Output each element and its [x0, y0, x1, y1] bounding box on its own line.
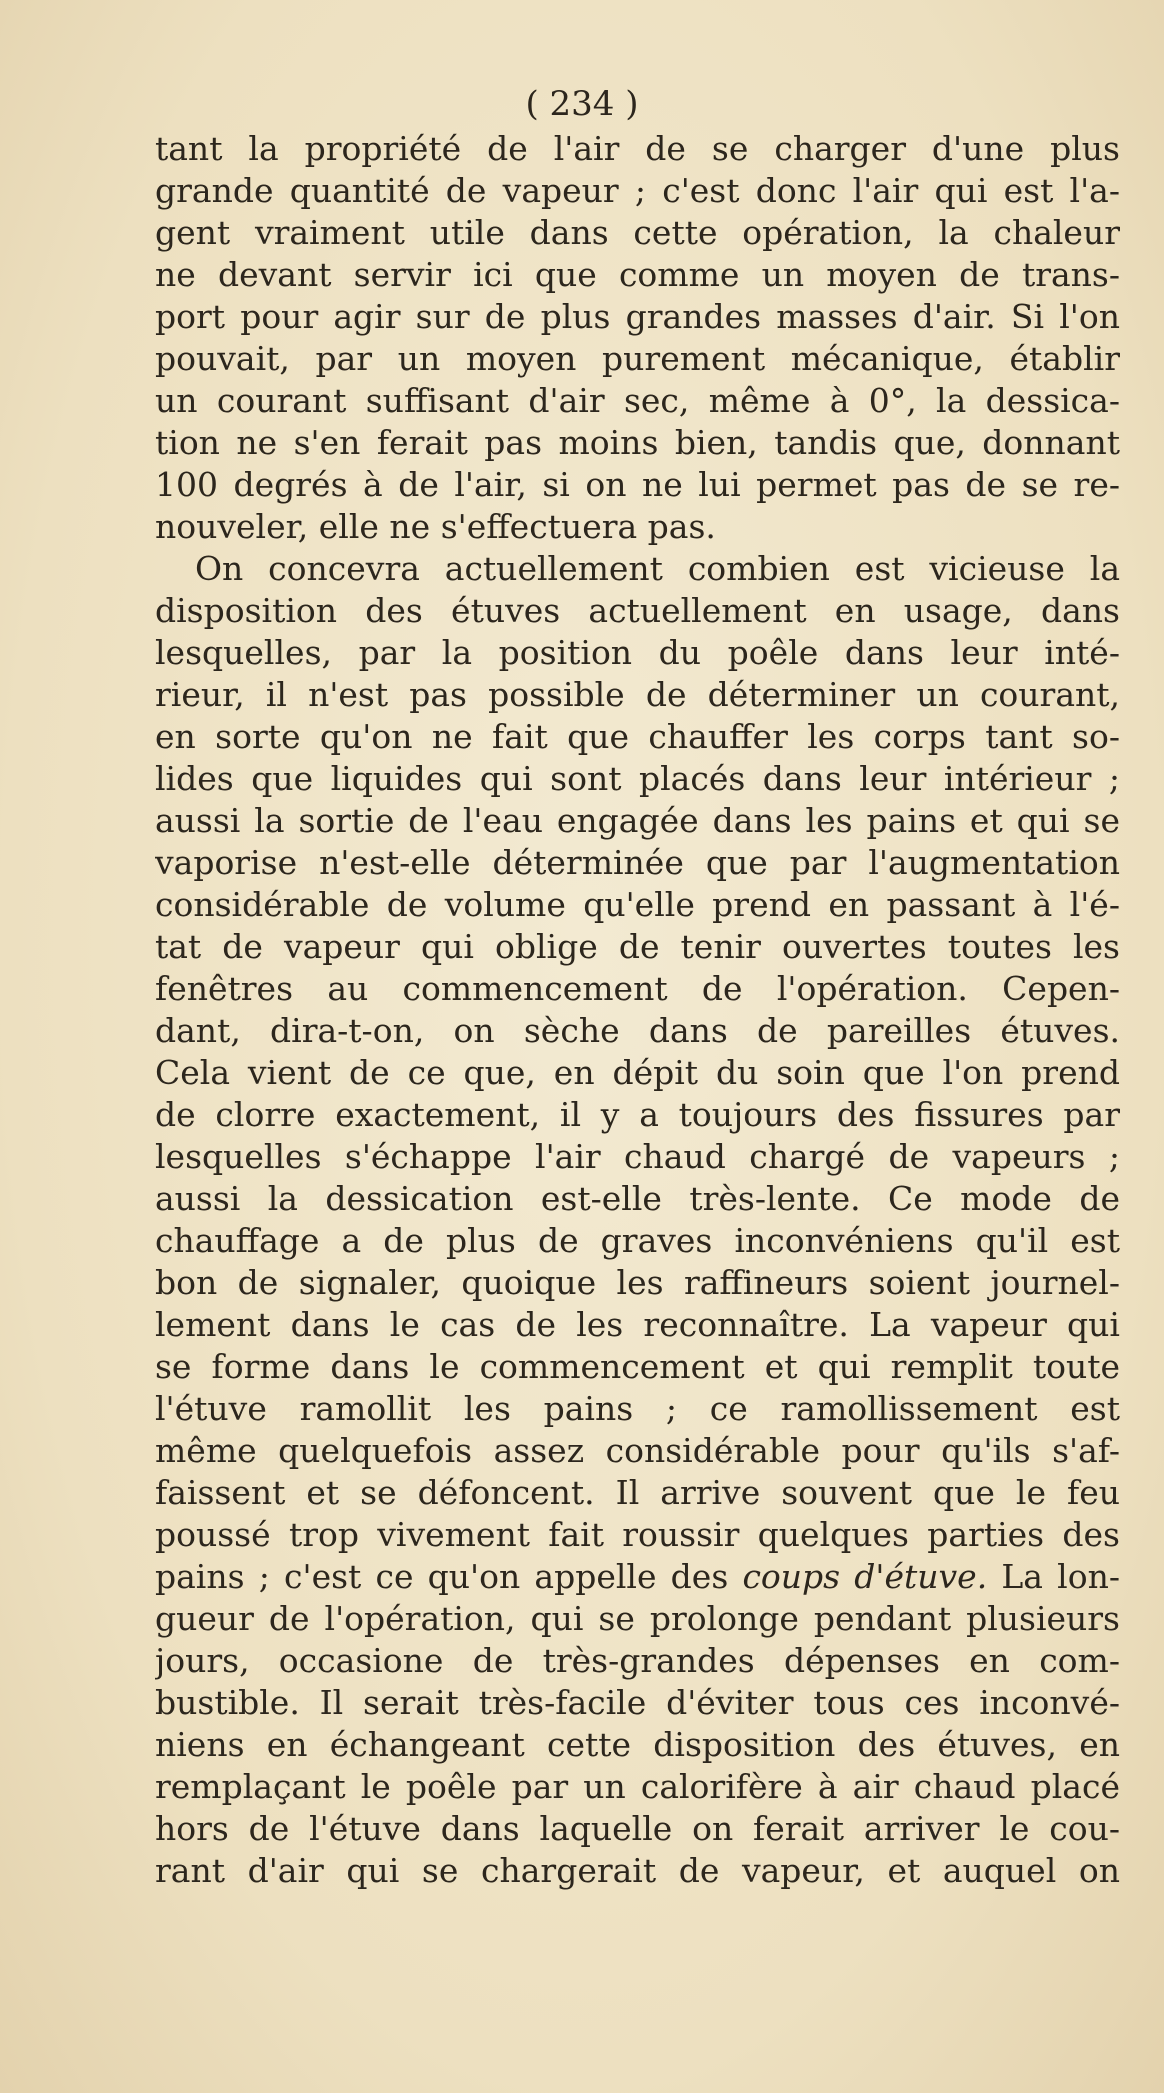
text-line: de clorre exactement, il y a toujours des fissures par: [155, 1095, 1120, 1134]
text-line: ne devant servir ici que comme un moyen de trans-: [155, 255, 1120, 294]
text-line: faissent et se défoncent. Il arrive souvent que le feu: [155, 1473, 1120, 1512]
text-line: jours, occasione de très-grandes dépenses en com-: [155, 1641, 1120, 1680]
text-line: fenêtres au commencement de l'opération. Cepen-: [155, 969, 1120, 1008]
text-line: se forme dans le commencement et qui remplit toute: [155, 1347, 1120, 1386]
paragraph-2: [155, 548, 1120, 1892]
text-line: vaporise n'est-elle déterminée que par l'augmentation: [155, 843, 1120, 882]
text-line: considérable de volume qu'elle prend en passant à l'é-: [155, 885, 1120, 924]
text-line: bon de signaler, quoique les raffineurs soient journel-: [155, 1263, 1120, 1302]
text-run: La lon-: [987, 1557, 1120, 1596]
text-line: lement dans le cas de les reconnaître. La vapeur qui: [155, 1305, 1120, 1344]
text-line: un courant suffisant d'air sec, même à 0°, la dessica-: [155, 381, 1120, 420]
paragraph-1: [155, 128, 1120, 548]
page-number: ( 234 ): [525, 84, 639, 124]
text-line: poussé trop vivement fait roussir quelques parties des: [155, 1515, 1120, 1554]
text-line: aussi la sortie de l'eau engagée dans les pains et qui se: [155, 801, 1120, 840]
text-line: tion ne s'en ferait pas moins bien, tandis que, donnant: [155, 423, 1120, 462]
text-line: rant d'air qui se chargerait de vapeur, et auquel on: [155, 1851, 1120, 1890]
text-line: lides que liquides qui sont placés dans leur intérieur ;: [155, 759, 1120, 798]
text-line: rieur, il n'est pas possible de déterminer un courant,: [155, 675, 1120, 714]
text-line: nouveler, elle ne s'effectuera pas.: [155, 507, 716, 546]
text-line: pouvait, par un moyen purement mécanique, établir: [155, 339, 1120, 378]
text-line: même quelquefois assez considérable pour qu'ils s'af-: [155, 1431, 1120, 1470]
text-line: chauffage a de plus de graves inconvéniens qu'il est: [155, 1221, 1120, 1260]
text-line: lesquelles s'échappe l'air chaud chargé de vapeurs ;: [155, 1137, 1120, 1176]
text-line: l'étuve ramollit les pains ; ce ramollissement est: [155, 1389, 1120, 1428]
text-line: aussi la dessication est-elle très-lente. Ce mode de: [155, 1179, 1120, 1218]
text-line: gueur de l'opération, qui se prolonge pendant plusieurs: [155, 1599, 1120, 1638]
text-line: Cela vient de ce que, en dépit du soin que l'on prend: [155, 1053, 1120, 1092]
text-line: port pour agir sur de plus grandes masses d'air. Si l'on: [155, 297, 1120, 336]
text-line: tant la propriété de l'air de se charger d'une plus: [155, 129, 1120, 168]
text-line: dant, dira-t-on, on sèche dans de pareilles étuves.: [155, 1011, 1120, 1050]
text-line: disposition des étuves actuellement en usage, dans: [155, 591, 1120, 630]
text-line-coups-d-etuve: [155, 1556, 1120, 1598]
text-line: en sorte qu'on ne fait que chauffer les corps tant so-: [155, 717, 1120, 756]
text-line: On concevra actuellement combien est vicieuse la: [195, 549, 1120, 588]
text-line: gent vraiment utile dans cette opération, la chaleur: [155, 213, 1120, 252]
text-line: grande quantité de vapeur ; c'est donc l'air qui est l'a-: [155, 171, 1120, 210]
italic-term: coups d'étuve.: [742, 1557, 988, 1596]
body-text: [155, 128, 1120, 1892]
text-line: 100 degrés à de l'air, si on ne lui permet pas de se re-: [155, 465, 1120, 504]
text-run: pains ; c'est ce qu'on appelle des: [155, 1557, 743, 1596]
text-line: remplaçant le poêle par un calorifère à air chaud placé: [155, 1767, 1120, 1806]
text-line: hors de l'étuve dans laquelle on ferait arriver le cou-: [155, 1809, 1120, 1848]
text-line: tat de vapeur qui oblige de tenir ouvertes toutes les: [155, 927, 1120, 966]
text-line: niens en échangeant cette disposition des étuves, en: [155, 1725, 1120, 1764]
text-line: bustible. Il serait très-facile d'éviter tous ces inconvé-: [155, 1683, 1120, 1722]
text-line: lesquelles, par la position du poêle dans leur inté-: [155, 633, 1120, 672]
